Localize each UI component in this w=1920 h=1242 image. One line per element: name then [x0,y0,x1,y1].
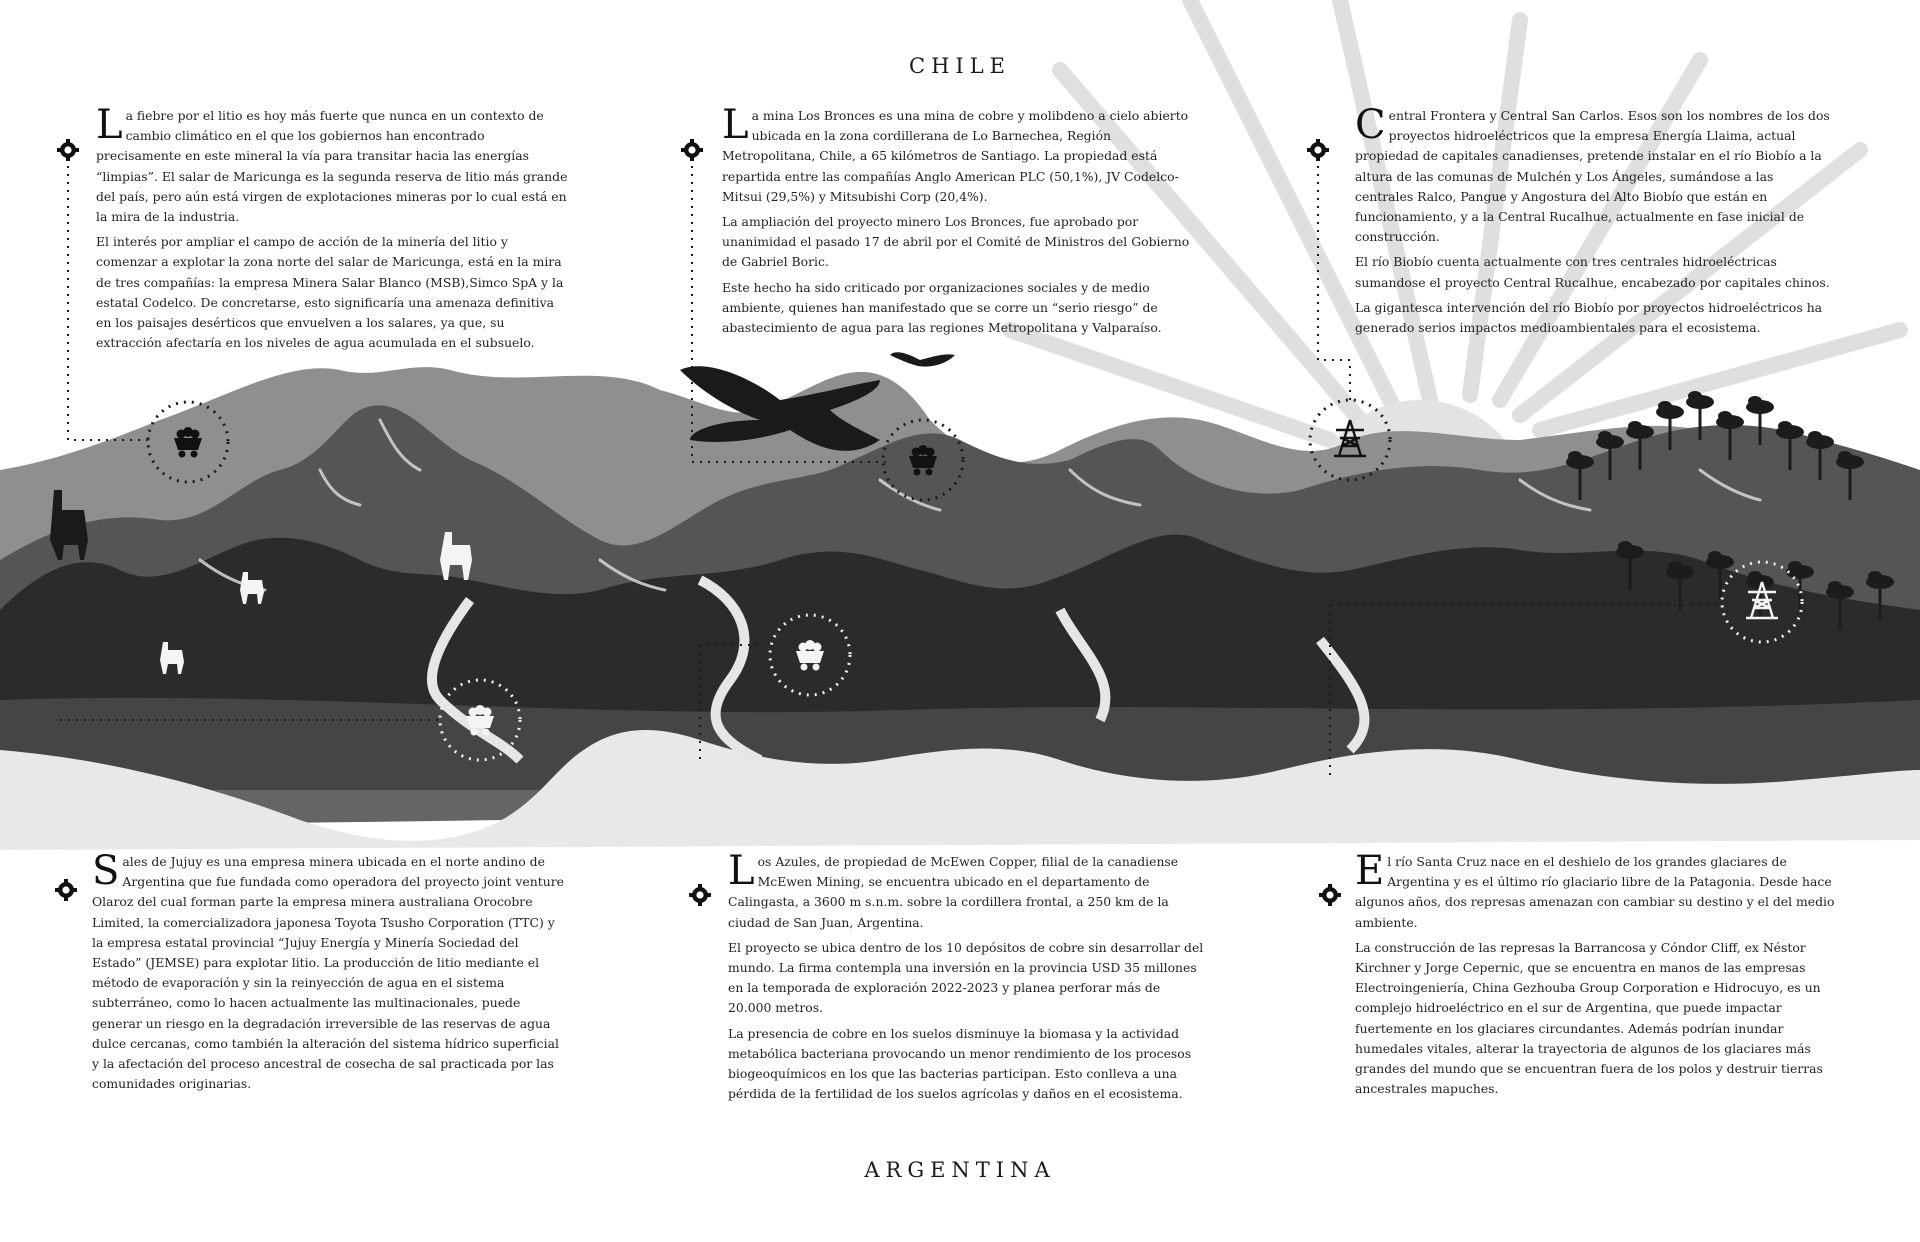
paragraph: La presencia de cobre en los suelos disminuye la biomasa y la actividad metabólica bacteriana provocando un menor rendimiento de los procesos biogeoquímicos en los que las bacterias participan. Esto conlleva a una pérdida de la fertilidad de los suelos agrícolas y daños en el ecosistema. [728,1025,1192,1102]
paragraph: Central Frontera y Central San Carlos. Esos son los nombres de los dos proyectos hidroeléctricos que la empresa Energía Llaima, actual propiedad de capitales canadienses, pretende instalar en el río Biobío a la altura de las comunas de Mulchén y Los Ángeles, sumándose a las centrales Ralco, Pangue y Angostura del Alto Biobío que están en funcionamiento, y a la Central Rucalhue, actualmente en fase inicial de construcción. [1355,102,1830,245]
paragraph: La mina Los Bronces es una mina de cobre y molibdeno a cielo abierto ubicada en la zona cordillerana de Lo Barnechea, Región Metropolitana, Chile, a 65 kilómetros de Santiago. La propiedad está repartida entre las compañías Anglo American PLC (50,1%), JV Codelco-Mitsui (29,5%) y Mitsubishi Corp (20,4%). [722,102,1189,204]
paragraph: El interés por ampliar el campo de acción de la minería del litio y comenzar a explotar la zona norte del salar de Maricunga, está en la mira de tres compañías: la empresa Minera Salar Blanco (MSB),Simco SpA y la estatal Codelco. De concretarse, esto significaría una amenaza definitiva en los paisajes desérticos que envuelven a los salares, ya que, su extracción afectaría en los niveles de agua acumulada en el subsuelo. [96,234,564,351]
text-block-santa-cruz [1355,848,1835,1104]
paragraph: Los Azules, de propiedad de McEwen Copper, filial de la canadiense McEwen Mining, se encuentra ubicado en el departamento de Calingasta, a 3600 m s.n.m. sobre la cordillera frontal, a 250 km de la ciudad de San Juan, Argentina. [728,848,1179,930]
text-block-maricunga [96,102,572,358]
paragraph: El río Santa Cruz nace en el deshielo de los grandes glaciares de Argentina y es el último río glaciario libre de la Patagonia. Desde hace algunos años, dos represas amenazan con cambiar su destino y el del medio ambiente. [1355,848,1835,930]
paragraph: La gigantesca intervención del río Biobío por proyectos hidroeléctricos ha generado serios impactos medioambientales para el ecosistema. [1355,299,1823,336]
country-heading-chile: CHILE [909,54,1011,78]
paragraph: El proyecto se ubica dentro de los 10 depósitos de cobre sin desarrollar del mundo. La firma contempla una inversión en la provincia USD 35 millones en la temporada de exploración 2022-2023 y planea perforar más de 20.000 metros. [728,939,1204,1016]
paragraph: Este hecho ha sido criticado por organizaciones sociales y de medio ambiente, quienes han manifestado que se corre un “serio riesgo” de abastecimiento de agua para las regiones Metropolitana y Valparaíso. [722,279,1162,336]
text-block-los-azules [728,848,1204,1109]
text-block-jujuy [92,848,568,1099]
paragraph: La fiebre por el litio es hoy más fuerte que nunca en un contexto de cambio climático en el que los gobiernos han encontrado precisamente en este mineral la vía para transitar hacia las energías “limpias”. El salar de Maricunga es la segunda reserva de litio más grande del país, pero aún está virgen de explotaciones mineras por lo cual está en la mira de la industria. [96,102,568,225]
paragraph: El río Biobío cuenta actualmente con tres centrales hidroeléctricas sumandose el proyecto Central Rucalhue, encabezado por capitales chinos. [1355,254,1830,290]
paragraph: La ampliación del proyecto minero Los Bronces, fue aprobado por unanimidad el pasado 17 de abril por el Comité de Ministros del Gobierno de Gabriel Boric. [722,214,1190,270]
text-block-los-bronces [722,102,1198,343]
paragraph: Sales de Jujuy es una empresa minera ubicada en el norte andino de Argentina que fue fundada como operadora del proyecto joint venture Olaroz del cual forman parte la empresa minera australiana Orocobre Limited, la comercializadora japonesa Toyota Tsusho Corporation (TTC) y la empresa estatal provincial “Jujuy Energía y Minería Sociedad del Estado” (JEMSE) para explotar litio. La producción de litio mediante el método de evaporación y sin la reinyección de agua en el sistema subterráneo, como lo hacen actualmente las multinacionales, puede generar un riesgo en la degradación irreversible de las reservas de agua dulce cercanas, como también la alteración del sistema hídrico superficial y la afectación del proceso ancestral de cosecha de sal practicada por las comunidades originarias. [92,848,564,1092]
text-block-biobio [1355,102,1835,343]
country-heading-argentina: ARGENTINA [864,1158,1056,1182]
paragraph: La construcción de las represas la Barrancosa y Cóndor Cliff, ex Néstor Kirchner y Jorge Cepernic, que se encuentra en manos de las empresas Electroingeniería, China Gezhouba Group Corporation e Hidrocuyo, es un complejo hidroeléctrico en el sur de Argentina, que puede impactar fuertemente en los glaciares circundantes. Además podrían inundar humedales vitales, alterar la trayectoria de algunos de los glaciares más grandes del mundo que se encuentran fuera de los polos y destruir tierras ancestrales mapuches. [1355,939,1823,1097]
